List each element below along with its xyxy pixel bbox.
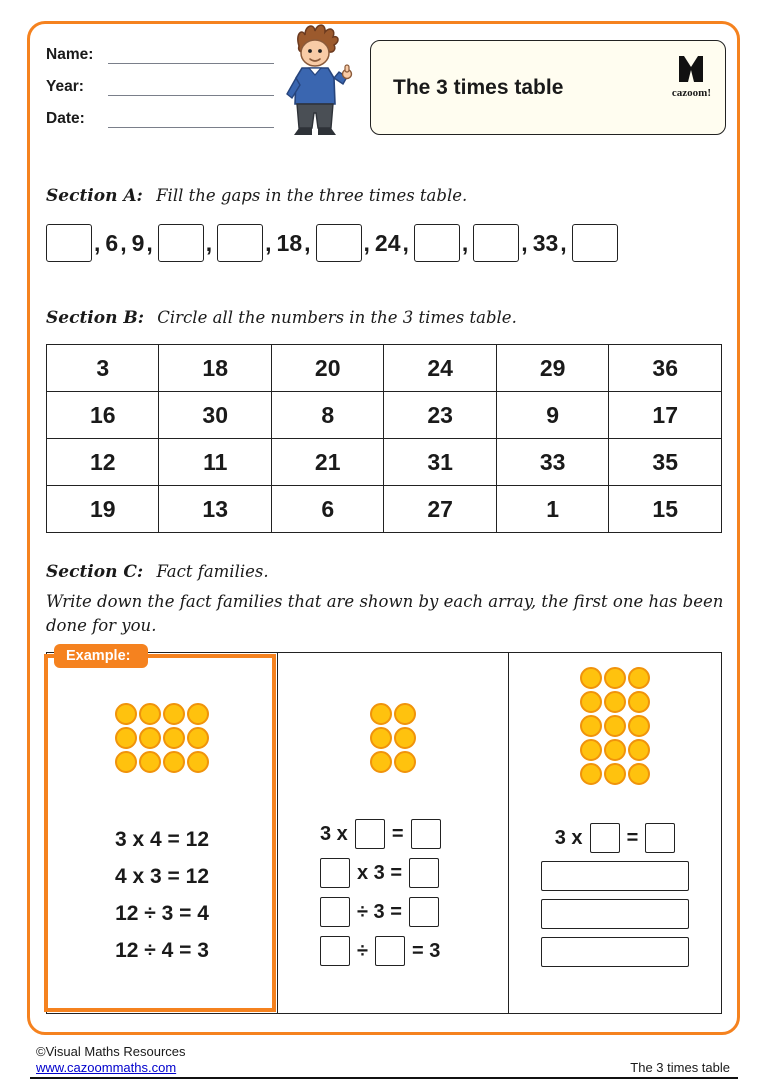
dot	[604, 739, 626, 761]
sequence-number: 33	[532, 229, 559, 256]
grid-cell[interactable]: 31	[384, 439, 496, 486]
comma-separator: ,	[146, 229, 153, 256]
grid-cell[interactable]: 27	[384, 486, 496, 533]
section-a-heading	[46, 186, 467, 206]
answer-box[interactable]	[645, 823, 675, 853]
grid-cell[interactable]: 23	[384, 392, 496, 439]
grid-cell[interactable]: 19	[47, 486, 159, 533]
grid-cell[interactable]: 13	[159, 486, 271, 533]
fact-text: 3 x 4 = 12	[115, 828, 209, 851]
fact-lines	[541, 823, 689, 967]
section-c-heading	[46, 562, 269, 582]
footer-left	[36, 1044, 186, 1075]
grid-cell[interactable]: 12	[47, 439, 159, 486]
comma-separator: ,	[304, 229, 311, 256]
table-row	[47, 486, 722, 533]
dot	[115, 727, 137, 749]
fact-panel-example	[47, 653, 277, 1013]
dot	[628, 691, 650, 713]
cartoon-boy-icon	[268, 22, 364, 148]
dot	[580, 715, 602, 737]
answer-box[interactable]	[316, 224, 362, 262]
answer-box[interactable]	[414, 224, 460, 262]
grid-cell[interactable]: 16	[47, 392, 159, 439]
sequence-number: 24	[374, 229, 401, 256]
grid-cell[interactable]: 6	[271, 486, 383, 533]
table-row	[47, 345, 722, 392]
grid-cell[interactable]: 11	[159, 439, 271, 486]
comma-separator: ,	[560, 229, 567, 256]
footer	[36, 1044, 730, 1075]
dot	[163, 727, 185, 749]
grid-cell[interactable]: 30	[159, 392, 271, 439]
answer-box[interactable]	[217, 224, 263, 262]
name-field	[46, 46, 274, 64]
name-label: Name:	[46, 46, 94, 63]
section-c-instruction: Fact families.	[156, 562, 269, 581]
answer-box[interactable]	[320, 936, 350, 966]
answer-box[interactable]	[320, 858, 350, 888]
fact-line	[320, 936, 441, 966]
dot	[370, 751, 392, 773]
footer-worksheet-title: The 3 times table	[630, 1060, 730, 1075]
comma-separator: ,	[402, 229, 409, 256]
fact-line	[115, 936, 209, 966]
grid-cell[interactable]: 8	[271, 392, 383, 439]
dot	[139, 727, 161, 749]
footer-divider	[30, 1077, 738, 1079]
dot	[394, 751, 416, 773]
answer-box[interactable]	[158, 224, 204, 262]
answer-line-box[interactable]	[541, 861, 689, 891]
fact-text: = 3	[411, 939, 441, 962]
fact-line	[115, 825, 209, 855]
dot	[370, 727, 392, 749]
title-box	[370, 40, 726, 135]
dot	[139, 703, 161, 725]
dot	[394, 727, 416, 749]
fact-text: 4 x 3 = 12	[115, 865, 209, 888]
grid-cell[interactable]: 20	[271, 345, 383, 392]
grid-cell[interactable]: 17	[609, 392, 722, 439]
dot	[163, 703, 185, 725]
answer-box[interactable]	[473, 224, 519, 262]
dot	[580, 691, 602, 713]
sequence-row	[46, 222, 728, 264]
section-a-label: Section A:	[46, 186, 143, 206]
comma-separator: ,	[205, 229, 213, 256]
section-c-description: Write down the fact families that are shown by each array, the first one has been done for you.	[46, 592, 724, 635]
section-b-heading	[46, 308, 517, 328]
dot	[604, 715, 626, 737]
grid-cell[interactable]: 21	[271, 439, 383, 486]
grid-cell[interactable]: 24	[384, 345, 496, 392]
year-label: Year:	[46, 78, 84, 95]
fact-line	[320, 858, 441, 888]
dot	[628, 739, 650, 761]
fact-line	[541, 899, 689, 929]
header-fields	[46, 46, 274, 142]
fact-text: 12 ÷ 3 = 4	[115, 902, 209, 925]
answer-box[interactable]	[590, 823, 620, 853]
fact-text: x 3 =	[357, 861, 403, 884]
dot	[628, 715, 650, 737]
comma-separator: ,	[363, 229, 370, 256]
section-b-instruction: Circle all the numbers in the 3 times table.	[157, 308, 517, 327]
dot	[604, 667, 626, 689]
page-title: The 3 times table	[393, 75, 564, 99]
date-input-line[interactable]	[108, 114, 274, 128]
example-tab: Example:	[54, 644, 148, 668]
fact-line	[115, 862, 209, 892]
grid-cell[interactable]: 36	[609, 345, 722, 392]
table-row	[47, 439, 722, 486]
table-row	[47, 392, 722, 439]
answer-line-box[interactable]	[541, 937, 689, 967]
comma-separator: ,	[461, 229, 469, 256]
dot	[580, 667, 602, 689]
dot	[187, 727, 209, 749]
answer-box[interactable]	[355, 819, 385, 849]
dot	[604, 763, 626, 785]
dot	[370, 703, 392, 725]
answer-box[interactable]	[320, 897, 350, 927]
dot	[604, 691, 626, 713]
grid-cell[interactable]: 29	[496, 345, 608, 392]
answer-box[interactable]	[375, 936, 405, 966]
number-grid	[46, 344, 722, 533]
fact-line	[541, 861, 689, 891]
fact-line	[320, 819, 441, 849]
fact-line	[541, 937, 689, 967]
fact-panel-2	[277, 653, 508, 1013]
comma-separator: ,	[265, 229, 272, 256]
section-b-label: Section B:	[46, 308, 145, 328]
fact-text: 12 ÷ 4 = 3	[115, 939, 209, 962]
fact-text: 3 x	[320, 822, 348, 845]
answer-box[interactable]	[411, 819, 441, 849]
grid-cell[interactable]: 35	[609, 439, 722, 486]
fact-text: ÷	[357, 939, 368, 962]
dot	[628, 763, 650, 785]
fact-panels	[46, 652, 722, 1014]
fact-line	[555, 823, 676, 853]
answer-box[interactable]	[409, 858, 439, 888]
section-a-instruction: Fill the gaps in the three times table.	[156, 186, 468, 205]
cazoom-logo	[672, 56, 711, 99]
sequence-number: 9	[131, 229, 145, 256]
fact-lines	[278, 819, 441, 966]
dot-grid	[115, 703, 209, 773]
comma-separator: ,	[94, 229, 101, 256]
dot	[115, 751, 137, 773]
dot	[580, 763, 602, 785]
copyright-text: ©Visual Maths Resources	[36, 1044, 186, 1059]
dot	[580, 739, 602, 761]
name-input-line[interactable]	[108, 50, 274, 64]
grid-cell[interactable]: 1	[496, 486, 608, 533]
dot-grid	[580, 667, 650, 785]
footer-link[interactable]: www.cazoommaths.com	[36, 1060, 177, 1075]
dot	[628, 667, 650, 689]
answer-box[interactable]	[572, 224, 618, 262]
number-grid-body	[47, 345, 722, 533]
comma-separator: ,	[521, 229, 528, 256]
answer-line-box[interactable]	[541, 899, 689, 929]
dot	[139, 751, 161, 773]
date-label: Date:	[46, 110, 85, 127]
date-field	[46, 110, 274, 128]
fact-text: 3 x	[554, 826, 583, 849]
grid-cell[interactable]: 3	[47, 345, 159, 392]
dot	[115, 703, 137, 725]
year-field	[46, 78, 274, 96]
grid-cell[interactable]: 18	[159, 345, 271, 392]
fact-text: =	[626, 826, 639, 849]
dot-grid	[370, 703, 416, 773]
grid-cell[interactable]: 9	[496, 392, 608, 439]
sequence-number: 6	[105, 229, 119, 256]
fact-text: =	[391, 822, 404, 845]
grid-cell[interactable]: 15	[609, 486, 722, 533]
character-illustration	[268, 22, 364, 153]
dot	[394, 703, 416, 725]
dot	[187, 751, 209, 773]
fact-lines	[115, 825, 209, 966]
fact-text: ÷ 3 =	[357, 900, 402, 923]
fact-line	[320, 897, 441, 927]
answer-box[interactable]	[46, 224, 92, 262]
cazoom-logo-icon	[678, 56, 704, 86]
answer-box[interactable]	[409, 897, 439, 927]
dot	[187, 703, 209, 725]
year-input-line[interactable]	[108, 82, 274, 96]
fact-panel-3	[508, 653, 721, 1013]
sequence-number: 18	[276, 229, 303, 256]
cazoom-logo-text: cazoom!	[671, 87, 711, 99]
fact-line	[115, 899, 209, 929]
section-c-label: Section C:	[46, 562, 144, 582]
dot	[163, 751, 185, 773]
comma-separator: ,	[120, 229, 127, 256]
grid-cell[interactable]: 33	[496, 439, 608, 486]
